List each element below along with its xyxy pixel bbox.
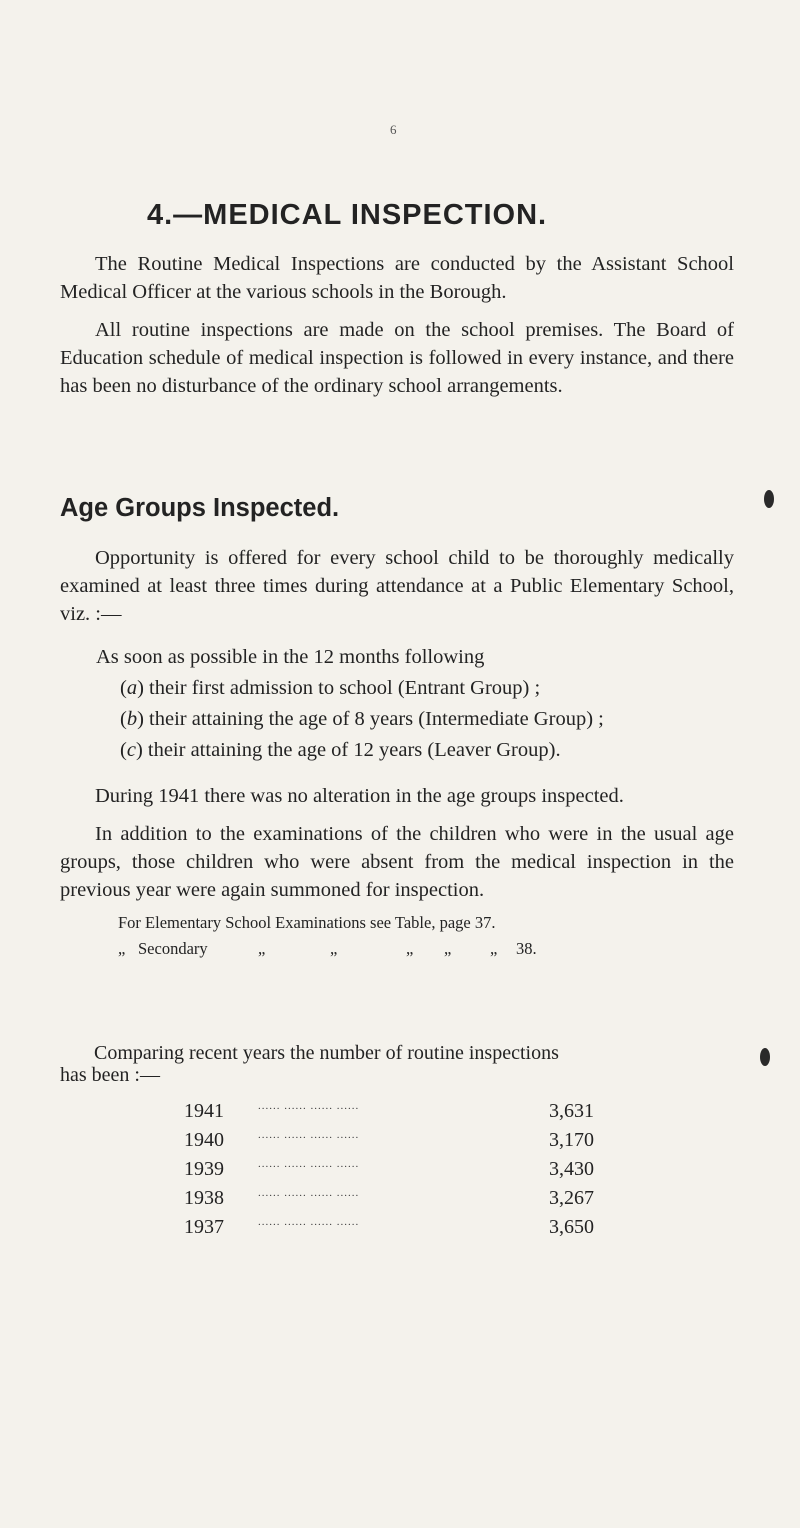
opportunity-text: Opportunity is offered for every school child to be thoroughly medically examined at least three times during attendance at a Public Elementary School, viz. :— [60,547,734,625]
dot-leader: ...... ...... ...... ...... [258,1100,360,1112]
intro-paragraph-2 [60,316,734,400]
table-references [118,910,537,962]
comparison-line-2: has been :— [60,1064,160,1086]
list-lead: As soon as possible in the 12 months following [96,646,485,668]
binding-hole-mark [760,1048,770,1066]
age-group-list [96,642,736,766]
secondary-label: Secondary [138,939,208,958]
list-item-b: (b) their attaining the age of 8 years (Intermediate Group) ; [120,708,604,730]
alteration-paragraph [60,782,734,810]
dot-leader: ...... ...... ...... ...... [258,1216,360,1228]
secondary-page: 38. [516,939,537,958]
page-number: 6 [390,122,397,137]
row-year: 1940 [184,1129,224,1151]
reference-elementary: For Elementary School Examinations see Table, page 37. [118,913,496,932]
row-value: 3,430 [549,1158,594,1180]
binding-hole-mark [764,490,774,508]
row-value: 3,170 [549,1129,594,1151]
comparison-line-1: Comparing recent years the number of routine inspections [94,1042,559,1064]
intro-text-2: All routine inspections are made on the school premises. The Board of Education schedule of medical inspection is followed in every instance, and there has been no disturbance of the ordinary school arrangements. [60,319,734,397]
dot-leader: ...... ...... ...... ...... [258,1158,360,1170]
row-year: 1937 [184,1216,224,1238]
table-row [184,1187,604,1216]
reference-secondary: „ Secondary „ „ „ „ „ 38. [118,936,496,962]
list-item-a: (a) their first admission to school (Entrant Group) ; [120,677,541,699]
addition-paragraph [60,820,734,904]
row-year: 1941 [184,1100,224,1122]
section-heading-age-groups: Age Groups Inspected. [60,494,340,522]
table-row [184,1158,604,1187]
addition-text: In addition to the examinations of the children who were in the usual age groups, those children who were absent from the medical inspection in the previous year were again summoned for inspection. [60,823,734,901]
dot-leader: ...... ...... ...... ...... [258,1129,360,1141]
row-value: 3,650 [549,1216,594,1238]
opportunity-paragraph [60,544,734,628]
table-row [184,1100,604,1129]
chapter-title: 4.—MEDICAL INSPECTION. [147,199,548,231]
intro-paragraph-1 [60,250,734,306]
alteration-text: During 1941 there was no alteration in the age groups inspected. [95,785,624,807]
row-year: 1939 [184,1158,224,1180]
row-value: 3,267 [549,1187,594,1209]
row-year: 1938 [184,1187,224,1209]
comparison-paragraph [60,1042,750,1086]
table-row [184,1216,604,1245]
intro-text-1: The Routine Medical Inspections are conducted by the Assistant School Medical Officer at the various schools in the Borough. [60,253,734,303]
list-item-c: (c) their attaining the age of 12 years (Leaver Group). [120,739,561,761]
dot-leader: ...... ...... ...... ...... [258,1187,360,1199]
inspection-count-table [184,1100,604,1245]
row-value: 3,631 [549,1100,594,1122]
table-row [184,1129,604,1158]
